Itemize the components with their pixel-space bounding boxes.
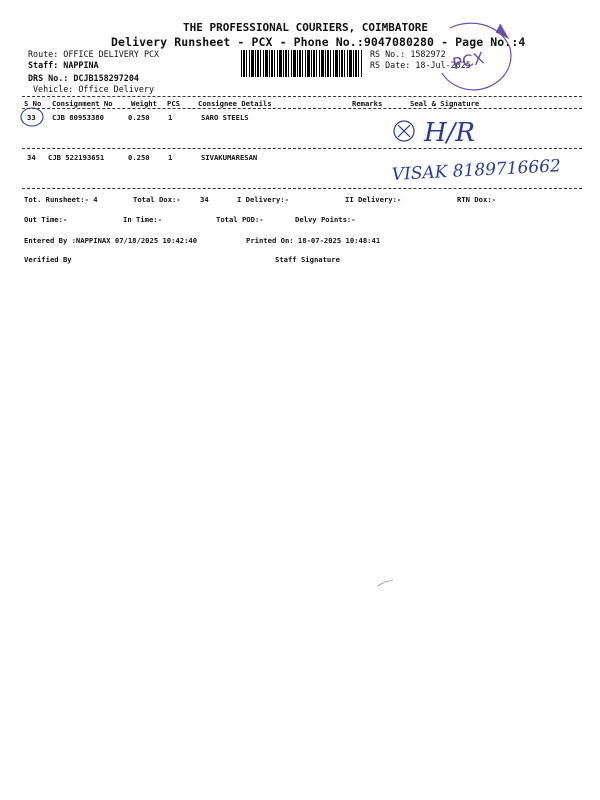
circle-mark (19, 104, 45, 128)
rs-date: RS Date: 18-Jul-2025 (370, 60, 471, 70)
rs-number: RS No.: 1582972 (370, 49, 446, 59)
col-pcs: PCS (167, 99, 180, 108)
col-sno: S No (24, 99, 42, 108)
row-consignment: CJB 80953380 (52, 113, 104, 122)
ii-delivery: II Delivery:- (345, 195, 402, 204)
total-dox-value: 34 (200, 195, 209, 204)
handwritten-signature (390, 115, 510, 150)
route-label: Route: OFFICE DELIVERY PCX (28, 49, 160, 59)
row-pcs: 1 (168, 113, 173, 122)
company-title: THE PROFESSIONAL COURIERS, COIMBATORE (183, 21, 429, 34)
i-delivery: I Delivery:- (237, 195, 289, 204)
rtn-dox: RTN Dox:- (457, 195, 496, 204)
row-sno: 34 (27, 153, 36, 162)
stamp-text: PCX (450, 48, 486, 74)
row-consignment: CJB 522193651 (48, 153, 105, 162)
in-time: In Time:- (123, 215, 162, 224)
office-stamp (430, 18, 520, 98)
printed-on: Printed On: 18-07-2025 10:48:41 (246, 236, 381, 245)
row-consignee: SIVAKUMARESAN (201, 153, 258, 162)
row-weight: 0.250 (128, 153, 150, 162)
tot-runsheet: Tot. Runsheet:- 4 (24, 195, 98, 204)
vehicle-label: Vehicle: Office Delivery (33, 84, 155, 94)
out-time: Out Time:- (24, 215, 68, 224)
col-weight: Weight (131, 99, 157, 108)
total-pod: Total POD:- (216, 215, 264, 224)
barcode (241, 50, 363, 77)
svg-text:VISAK 8189716662: VISAK 8189716662 (391, 156, 562, 185)
svg-text:H/R: H/R (424, 118, 476, 148)
staff-label: Staff: NAPPINA (28, 60, 99, 70)
row-pcs: 1 (168, 153, 173, 162)
entered-by: Entered By :NAPPINAX 07/18/2025 10:42:40 (24, 236, 198, 245)
delvy-points: Delvy Points:- (295, 215, 356, 224)
verified-by: Verified By (24, 255, 72, 264)
col-consignment: Consignment No (52, 99, 113, 108)
col-signature: Seal & Signature (410, 99, 480, 108)
handwritten-signature (392, 158, 572, 198)
stray-mark (375, 578, 395, 590)
row-sno: 33 (27, 113, 36, 122)
col-remarks: Remarks (352, 99, 383, 108)
col-consignee: Consignee Details (198, 99, 272, 108)
runsheet-subtitle: Delivery Runsheet - PCX - Phone No.:9047080280 - Page No.:4 (111, 35, 526, 49)
row-consignee: SARO STEELS (201, 113, 249, 122)
drs-number: DRS No.: DCJB158297204 (28, 73, 139, 83)
row-weight: 0.250 (128, 113, 150, 122)
staff-signature: Staff Signature (275, 255, 340, 264)
total-dox-label: Total Dox:- (133, 195, 181, 204)
